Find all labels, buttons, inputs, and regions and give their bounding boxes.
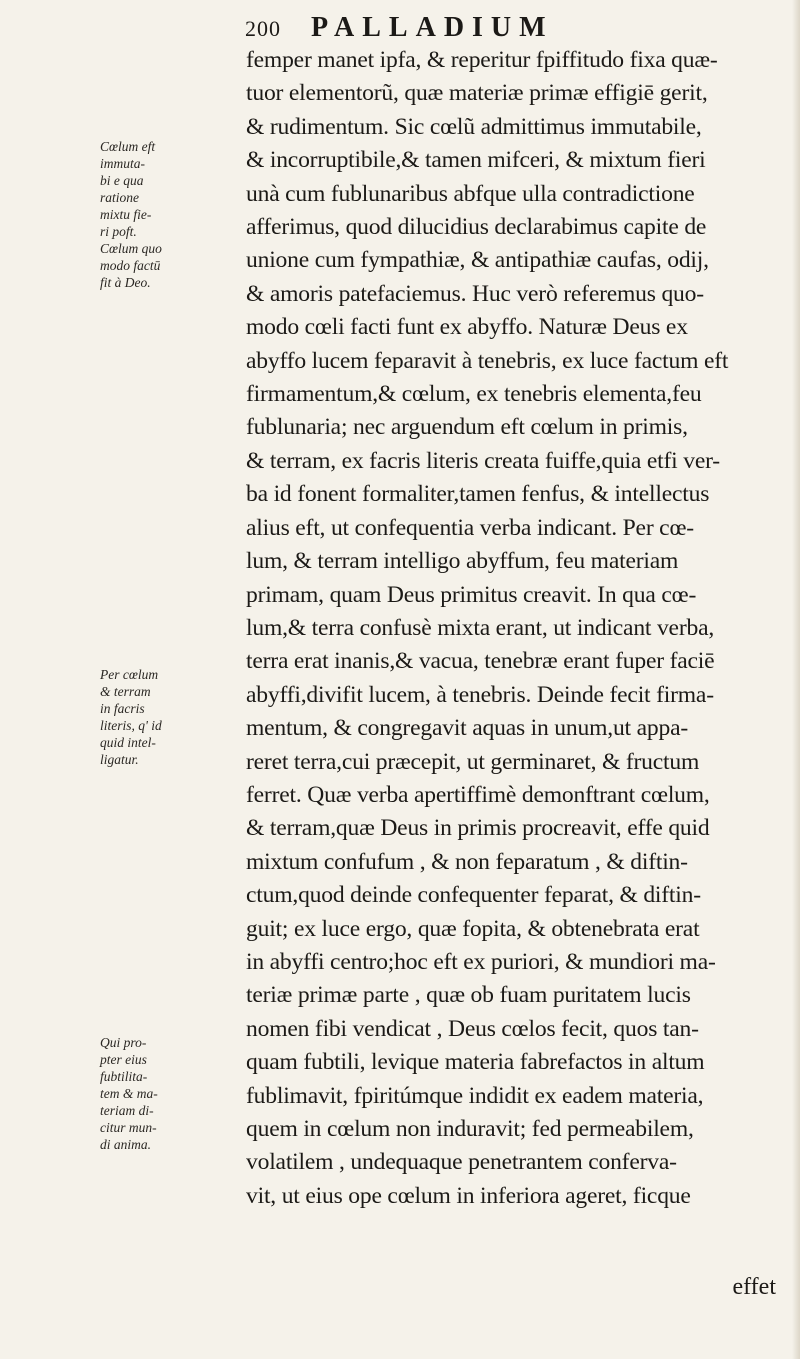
text-line: fublimavit, fpiritúmque indidit ex eadem materia,	[246, 1082, 704, 1109]
text-line: femper manet ipfa, & reperitur fpiffitudo fixa quæ-	[246, 47, 718, 73]
text-line: ba id fonent formaliter,tamen fenfus, & intellectus	[246, 481, 710, 508]
margin-note-line: di anima.	[100, 1137, 152, 1152]
margin-note-1	[100, 138, 240, 291]
text-line: mentum, & congregavit aquas in unum,ut appa-	[246, 715, 688, 742]
margin-note-line: fubtilita-	[100, 1069, 148, 1084]
margin-note-2	[100, 666, 240, 768]
text-line: & incorruptibile,& tamen mifceri, & mixtum fieri	[246, 147, 706, 174]
text-line: tuor elementorũ, quæ materiæ primæ effigiē gerit,	[246, 80, 708, 107]
catchword: effet	[732, 1274, 776, 1300]
margin-note-line: immuta-	[100, 156, 145, 171]
text-line: nomen fibi vendicat , Deus cœlos fecit, quos tan-	[246, 1015, 699, 1042]
page-spine-shadow	[792, 0, 800, 1359]
text-line: & terram, ex facris literis creata fuiffe,quia etfi ver-	[246, 447, 720, 474]
margin-note-line: Cœlum quo	[100, 241, 162, 256]
margin-note-3	[100, 1034, 240, 1153]
text-line: vit, ut eius ope cœlum in inferiora ageret, ficque	[246, 1182, 691, 1209]
margin-note-line: citur mun-	[100, 1120, 157, 1135]
margin-note-line: & terram	[100, 684, 151, 699]
margin-note-line: Qui pro-	[100, 1035, 147, 1050]
page-header	[245, 12, 554, 44]
text-line: quam fubtili, levique materia fabrefactos in altum	[246, 1049, 705, 1076]
text-line: terra erat inanis,& vacua, tenebræ erant fuper faciē	[246, 648, 715, 675]
text-line: & terram,quæ Deus in primis procreavit, effe quid	[246, 815, 710, 842]
margin-note-line: bi e qua	[100, 173, 144, 188]
margin-note-line: modo factū	[100, 258, 161, 273]
margin-note-line: mixtu fie-	[100, 207, 152, 222]
margin-note-line: Per cœlum	[100, 667, 159, 682]
text-line: ctum,quod deinde confequenter feparat, & diftin-	[246, 882, 701, 909]
text-line: lum,& terra confusè mixta erant, ut indicant verba,	[246, 614, 715, 641]
margin-note-line: fit à Deo.	[100, 275, 151, 290]
margin-note-line: literis, q' id	[100, 718, 162, 733]
text-line: unà cum fublunaribus abfque ulla contradictione	[246, 180, 695, 207]
text-line: firmamentum,& cœlum, ex tenebris elementa,feu	[246, 381, 702, 408]
text-line: in abyffi centro;hoc eft ex puriori, & mundiori ma-	[246, 948, 716, 975]
margin-note-line: teriam di-	[100, 1103, 154, 1118]
text-line: mixtum confufum , & non feparatum , & diftin-	[246, 848, 688, 875]
text-line: ferret. Quæ verba apertiffimè demonftrant cœlum,	[246, 781, 710, 808]
margin-note-line: ligatur.	[100, 752, 139, 767]
margin-note-line: ratione	[100, 190, 139, 205]
running-title: PALLADIUM	[311, 12, 554, 43]
text-line: alius eft, ut confequentia verba indicant. Per cœ-	[246, 514, 694, 541]
text-line: primam, quam Deus primitus creavit. In qua cœ-	[246, 581, 697, 608]
margin-note-line: Cœlum eft	[100, 139, 156, 154]
text-line: guit; ex luce ergo, quæ fopita, & obtenebrata erat	[246, 915, 700, 942]
text-line: teriæ primæ parte , quæ ob fuam puritatem lucis	[246, 982, 691, 1009]
margin-note-line: ri poft.	[100, 224, 137, 239]
text-line: modo cœli facti funt ex abyffo. Naturæ Deus ex	[246, 314, 688, 341]
margin-note-line: pter eius	[100, 1052, 147, 1067]
text-line: abyffo lucem feparavit à tenebris, ex luce factum eft	[246, 347, 729, 374]
text-line: lum, & terram intelligo abyffum, feu materiam	[246, 548, 679, 575]
text-line: abyffi,divifit lucem, à tenebris. Deinde fecit firma-	[246, 681, 714, 708]
text-line: afferimus, quod dilucidius declarabimus capite de	[246, 214, 707, 241]
text-line: & rudimentum. Sic cœlũ admittimus immutabile,	[246, 113, 702, 140]
text-line: quem in cœlum non induravit; fed permeabilem,	[246, 1116, 694, 1142]
text-line: & amoris patefaciemus. Huc verò referemus quo-	[246, 280, 704, 307]
text-line: unione cum fympathiæ, & antipathiæ caufas, odij,	[246, 247, 709, 274]
body-text	[246, 44, 786, 1213]
text-line: reret terra,cui præcepit, ut germinaret, & fructum	[246, 748, 700, 775]
page-number: 200	[245, 16, 281, 41]
text-line: fublunaria; nec arguendum eft cœlum in primis,	[246, 414, 688, 441]
margin-note-line: quid intel-	[100, 735, 156, 750]
margin-note-line: tem & ma-	[100, 1086, 158, 1101]
margin-note-line: in facris	[100, 701, 145, 716]
text-line: volatilem , undequaque penetrantem conferva-	[246, 1149, 677, 1176]
